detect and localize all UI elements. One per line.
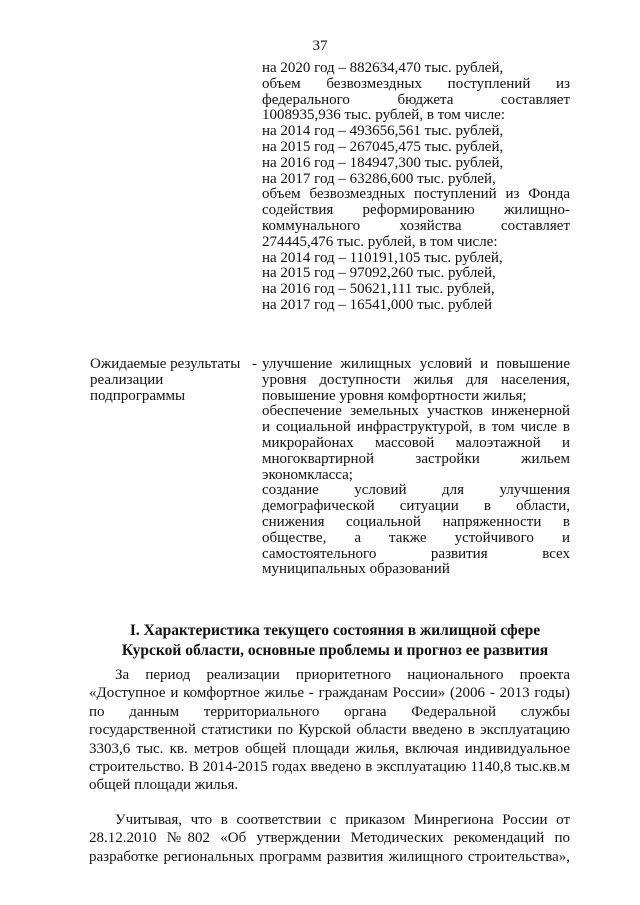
paragraph-line: по данным территориального органа Федеральной службы [89, 703, 570, 720]
funding-line: на 2020 год – 882634,470 тыс. рублей, [262, 60, 504, 76]
funding-line: 1008935,936 тыс. рублей, в том числе: [262, 107, 506, 124]
results-label-line: Ожидаемые результаты [90, 356, 241, 372]
funding-line: на 2015 год – 267045,475 тыс. рублей, [262, 138, 504, 155]
section-title-line: I. Характеристика текущего состояния в жилищной сфере [129, 622, 541, 639]
results-line: создание условий для улучшения [262, 482, 570, 499]
results-line: улучшение жилищных условий и повышение [262, 356, 570, 372]
results-block [262, 357, 570, 578]
paragraph-line: 28.12.2010 №802 «Об утверждении Методических рекомендаций по [89, 830, 570, 847]
section-title-line: Курской области, основные проблемы и прогноз ее развития [121, 642, 549, 659]
funding-line: содействия реформированию жилищно- [262, 202, 570, 219]
funding-line: на 2014 год – 110191,105 тыс. рублей, [262, 249, 503, 266]
results-line: многоквартирной застройки жильем [262, 450, 570, 467]
paragraph-line: За период реализации приоритетного национального проекта [115, 667, 570, 683]
results-label-line: подпрограммы [90, 387, 186, 404]
paragraph-line: государственной статистики по Курской области введено в эксплуатацию [89, 722, 570, 739]
results-line: муниципальных образований [262, 561, 450, 578]
results-line: и социальной инфраструктурой, в том числе в [262, 419, 570, 436]
funding-line: на 2017 год – 16541,000 тыс. рублей [262, 296, 492, 313]
funding-line: коммунального хозяйства составляет [262, 217, 570, 234]
paragraph-line: строительство. В 2014-2015 годах введено в эксплуатацию 1140,8 тыс.кв.м [89, 759, 570, 776]
results-line: демографической ситуации в области, [262, 498, 570, 515]
results-line: экономкласса; [262, 466, 353, 483]
paragraph-line: «Доступное и комфортное жилье - гражданам России» (2006 - 2013 годы) [89, 685, 570, 702]
funding-block [262, 61, 570, 314]
funding-line: 274445,476 тыс. рублей, в том числе: [262, 233, 498, 250]
funding-line: на 2015 год – 97092,260 тыс. рублей, [262, 265, 496, 282]
results-line: уровня доступности жилья для населения, [262, 371, 570, 388]
paragraph-line: разработке региональных программ развития жилищного строительства», [89, 848, 570, 865]
results-label-line: реализации [90, 371, 164, 388]
results-line: самостоятельного развития всех [262, 545, 570, 562]
page-number: 37 [312, 38, 328, 54]
paragraph-line: общей площади жилья. [89, 777, 239, 794]
results-line: обеспечение земельных участков инженерной [262, 403, 570, 420]
results-dash: - [252, 356, 257, 372]
section-title [70, 621, 600, 661]
results-label [90, 357, 250, 404]
results-line: обществе, а также устойчивого и [262, 529, 570, 546]
funding-line: федерального бюджета составляет [262, 91, 570, 108]
funding-line: на 2017 год – 63286,600 тыс. рублей, [262, 170, 496, 187]
paragraph-line: 3303,6 тыс. кв. метров общей площади жилья, включая индивидуальное [89, 740, 570, 757]
paragraph [89, 811, 570, 866]
paragraph-line: Учитывая, что в соответствии с приказом Минрегиона России от [115, 812, 570, 828]
funding-line: объем безвозмездных поступлений из Фонда [262, 186, 570, 203]
results-line: микрорайонах массовой малоэтажной и [262, 434, 570, 451]
funding-line: на 2016 год – 50621,111 тыс. рублей, [262, 281, 495, 298]
funding-line: на 2016 год – 184947,300 тыс. рублей, [262, 154, 504, 171]
paragraph [89, 666, 570, 795]
funding-line: на 2014 год – 493656,561 тыс. рублей, [262, 123, 504, 140]
funding-line: объем безвозмездных поступлений из [262, 75, 570, 92]
results-line: снижения социальной напряженности в [262, 513, 570, 530]
results-line: повышение уровня комфортности жилья; [262, 387, 527, 404]
